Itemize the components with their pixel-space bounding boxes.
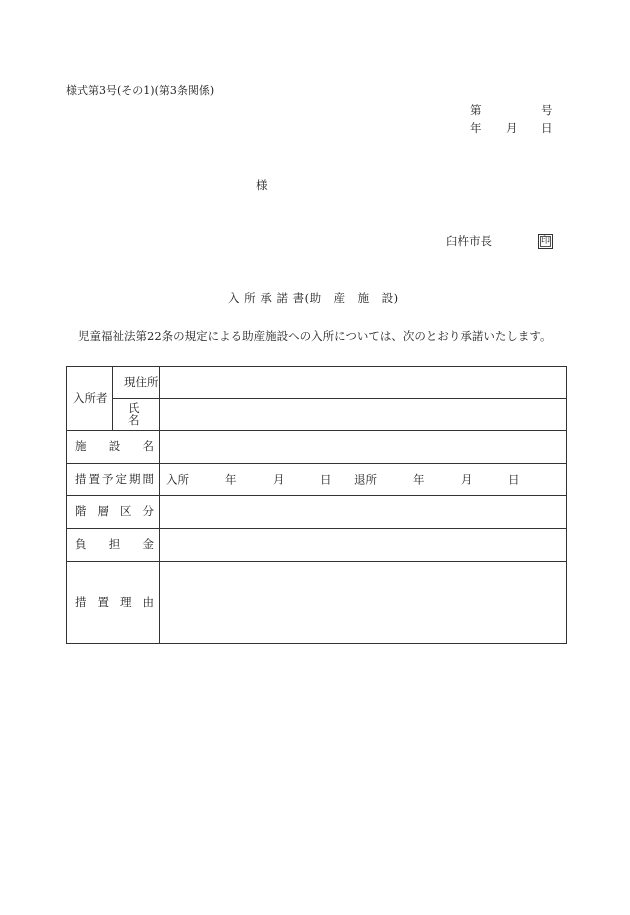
approval-table — [66, 366, 567, 644]
name-label: 氏 名 — [113, 399, 160, 431]
admission-day-label: 日 — [320, 471, 332, 486]
addressee-honorific: 様 — [256, 178, 268, 192]
discharge-month-label: 月 — [461, 471, 473, 486]
facility-name-label: 施 設 名 — [67, 431, 160, 464]
burden-field[interactable] — [160, 529, 567, 562]
reason-label: 措 置 理 由 — [67, 562, 160, 644]
reason-field[interactable] — [160, 562, 567, 644]
tier-class-field[interactable] — [160, 496, 567, 529]
date-month-label: 月 — [506, 121, 518, 135]
name-field[interactable] — [160, 399, 567, 431]
burden-label: 負 担 金 — [67, 529, 160, 562]
current-address-label: 現住所 — [113, 367, 160, 399]
admission-year-label: 年 — [225, 471, 237, 486]
admission-label: 入所 — [166, 471, 189, 486]
form-number: 様式第3号(その1)(第3条関係) — [66, 84, 215, 97]
table-row — [67, 496, 567, 529]
body-text: 児童福祉法第22条の規定による助産施設への入所については、次のとおり承諾いたします。 — [78, 329, 552, 343]
table-row — [67, 562, 567, 644]
planned-period-field[interactable] — [160, 464, 567, 496]
document-title: 入 所 承 諾 書(助 産 施 設) — [228, 291, 399, 305]
current-address-field[interactable] — [160, 367, 567, 399]
facility-name-field[interactable] — [160, 431, 567, 464]
discharge-label: 退所 — [354, 471, 377, 486]
tier-class-label: 階 層 区 分 — [67, 496, 160, 529]
seal-stamp: 印 — [538, 234, 553, 249]
table-row — [67, 431, 567, 464]
table-row — [67, 464, 567, 496]
date-day-label: 日 — [541, 121, 553, 135]
admission-month-label: 月 — [273, 471, 285, 486]
discharge-year-label: 年 — [413, 471, 425, 486]
table-row — [67, 399, 567, 431]
discharge-day-label: 日 — [508, 471, 520, 486]
planned-period-label: 措置予定期間 — [67, 464, 160, 496]
table-row — [67, 529, 567, 562]
document-number-prefix: 第 — [470, 103, 482, 117]
date-year-label: 年 — [470, 121, 482, 135]
document-number-suffix: 号 — [541, 103, 553, 117]
table-row — [67, 367, 567, 399]
resident-group-label: 入所者 — [67, 367, 113, 431]
issuer-name: 臼杵市長 — [446, 234, 492, 248]
